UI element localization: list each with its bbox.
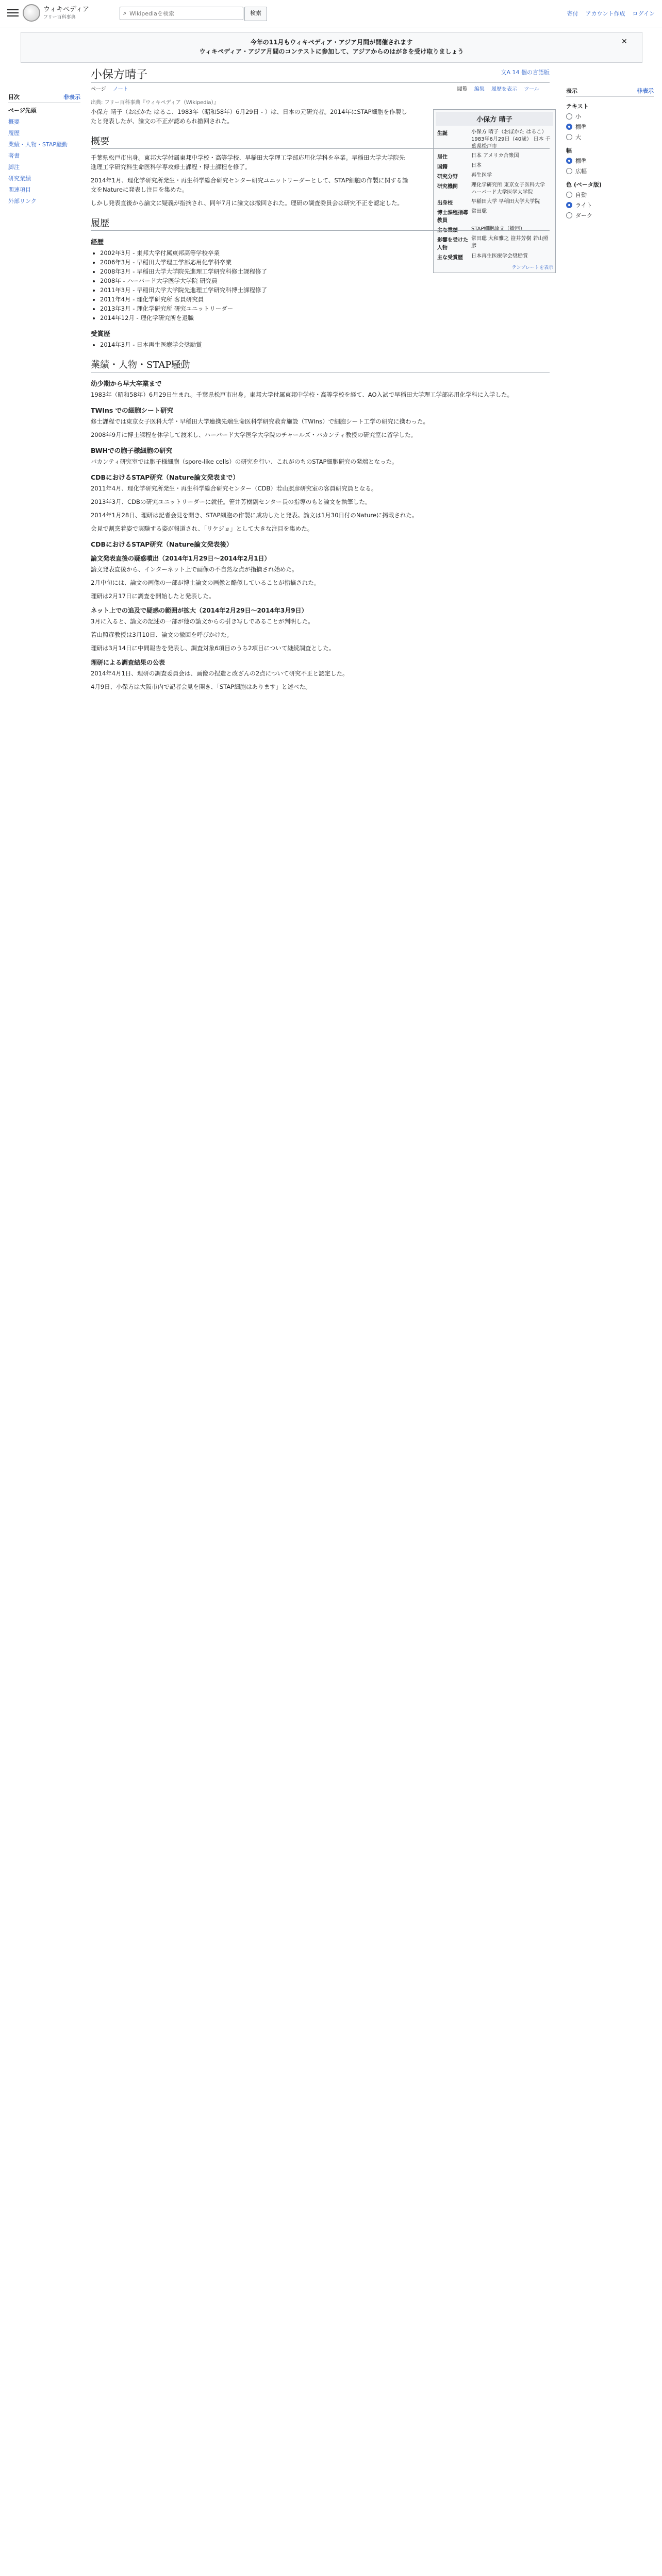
infobox-value: 日本 アメリカ合衆国 xyxy=(471,153,519,159)
paragraph: 4月9日、小保方は大阪市内で記者会見を開き、「STAP細胞はあります」と述べた。 xyxy=(91,683,311,690)
infobox-key: 居住 xyxy=(437,155,448,160)
list-item: • 2011年3月 - 早稲田大学大学院先進理工学研究科博士課程修了 xyxy=(100,285,550,295)
infobox-value: 理化学研究所 東京女子医科大学 ハーバード大学医学大学院 xyxy=(471,182,545,195)
paragraph: 理研は2月17日に調査を開始したと発表した。 xyxy=(91,592,215,600)
tab-talk[interactable]: ノート xyxy=(113,87,128,92)
list-item: • 2013年3月 - 理化学研究所 研究ユニットリーダー xyxy=(100,304,550,313)
tab-tools[interactable]: ツール xyxy=(524,87,539,92)
list-item: • 2008年 - ハーバード大学医学大学院 研究員 xyxy=(100,276,550,285)
infobox-key: 博士課程指導教員 xyxy=(437,210,468,224)
appearance-option[interactable] xyxy=(566,123,654,131)
infobox-key: 出身校 xyxy=(437,200,453,206)
paragraph: 理研は3月14日に中間報告を発表し、調査対象6項目のうち2項目について継続調査とした。 xyxy=(91,645,335,652)
infobox-key: 主な業績 xyxy=(437,228,458,233)
appearance-option-label: ダーク xyxy=(575,212,592,219)
tab-edit[interactable]: 編集 xyxy=(474,87,485,92)
list-item: • 2011年4月 - 理化学研究所 客員研究員 xyxy=(100,295,550,304)
toc-item[interactable]: 外部リンク xyxy=(8,198,37,205)
wikipedia-globe-icon xyxy=(23,4,40,22)
radio-button[interactable] xyxy=(566,134,572,140)
section-heading: 履歴 xyxy=(91,216,550,231)
search-button[interactable]: 検索 xyxy=(244,7,267,21)
list xyxy=(100,340,550,349)
paragraph: 2013年3月、CDBの研究ユニットリーダーに就任。笹井芳樹副センター長の指導のもと論文を執筆した。 xyxy=(91,498,371,505)
appearance-panel xyxy=(566,87,654,222)
infobox-value: 早稲田大学 早稲田大学大学院 xyxy=(471,199,540,205)
appearance-option-label: 自動 xyxy=(575,192,587,198)
section-heading: 論文発表直後の疑惑噴出（2014年1月29日〜2014年2月1日） xyxy=(91,555,271,562)
paragraph: 若山照彦教授は3月10日、論文の撤回を呼びかけた。 xyxy=(91,631,233,638)
toc-item[interactable]: 概要 xyxy=(8,118,20,125)
radio-button[interactable] xyxy=(566,168,572,174)
infobox-value: STAP細胞論文（撤回） xyxy=(471,226,525,232)
appearance-group-title: テキスト xyxy=(566,103,589,110)
list-item: • 2014年12月 - 理化学研究所を退職 xyxy=(100,313,550,323)
appearance-option[interactable] xyxy=(566,201,654,209)
radio-button[interactable] xyxy=(566,202,572,208)
list xyxy=(100,248,550,323)
appearance-option-label: 標準 xyxy=(575,124,587,130)
language-button[interactable]: 文A 14 個の言語版 xyxy=(501,69,550,76)
section-heading: ネット上での追及で疑惑の範囲が拡大（2014年2月29日〜2014年3月9日） xyxy=(91,607,308,614)
infobox-value: 日本 xyxy=(471,163,482,168)
infobox-value: 日本再生医療学会奨励賞 xyxy=(471,253,528,259)
appearance-option[interactable] xyxy=(566,191,654,199)
section-heading: 業績・人物・STAP騒動 xyxy=(91,358,550,372)
infobox-value: 小保方 晴子（おぼかた はるこ） 1983年6月29日（40歳） 日本 千葉県松戸市 xyxy=(471,129,551,149)
tab-history[interactable]: 履歴を表示 xyxy=(491,87,517,92)
tab-page[interactable]: ページ xyxy=(91,87,106,92)
toc-item[interactable]: 履歴 xyxy=(8,130,20,137)
site-logo[interactable] xyxy=(23,4,89,22)
section-heading: 受賞歴 xyxy=(91,330,110,337)
from-line: 出典: フリー百科事典『ウィキペディア（Wikipedia）』 xyxy=(91,100,219,106)
radio-button[interactable] xyxy=(566,113,572,120)
infobox-key: 影響を受けた人物 xyxy=(437,238,468,251)
template-link[interactable]: テンプレートを表示 xyxy=(511,265,553,270)
paragraph: 2月中旬には、論文の画像の一部が博士論文の画像と酷似していることが指摘された。 xyxy=(91,579,320,586)
infobox-key: 生誕 xyxy=(437,131,448,137)
banner-title: 今年の11月もウィキペディア・アジア月間が開催されます xyxy=(250,39,413,46)
appearance-option-label: 大 xyxy=(575,134,581,141)
toc-title: 目次 xyxy=(8,94,20,100)
toc-item[interactable]: 関連項目 xyxy=(8,187,31,193)
infobox-value: 再生医学 xyxy=(471,173,492,178)
toc-item[interactable]: 業績・人物・STAP騒動 xyxy=(8,141,68,148)
paragraph: 修士課程では東京女子医科大学・早稲田大学連携先端生命医科学研究教育施設（TWIns）で細胞シート工学の研究に携わった。 xyxy=(91,418,429,425)
search-input[interactable] xyxy=(128,10,234,18)
appearance-option[interactable] xyxy=(566,167,654,175)
create-account-link[interactable]: アカウント作成 xyxy=(585,10,625,17)
section-heading: BWHでの胞子様細胞の研究 xyxy=(91,447,173,454)
toc-item[interactable]: 著書 xyxy=(8,152,20,159)
donate-link[interactable]: 寄付 xyxy=(567,10,578,17)
article-body xyxy=(91,107,550,696)
appearance-hide-button[interactable]: 非表示 xyxy=(637,88,654,94)
section-heading: TWIns での細胞シート研究 xyxy=(91,406,174,414)
search-icon: ⌕ xyxy=(123,10,127,16)
appearance-option-label: 広幅 xyxy=(575,168,587,175)
paragraph: 1983年（昭和58年）6月29日生まれ。千葉県松戸市出身。東邦大学付属東邦中学校・高等学校を経て、AO入試で早稲田大学理工学部応用化学科に入学した。 xyxy=(91,391,514,398)
appearance-option[interactable] xyxy=(566,133,654,141)
radio-button[interactable] xyxy=(566,192,572,198)
infobox-key: 主な受賞歴 xyxy=(437,255,463,261)
radio-button[interactable] xyxy=(566,212,572,218)
banner-subtitle: ウィキペディア・アジア月間のコンテストに参加して、アジアからのはがきを受け取りましょう xyxy=(199,48,464,55)
list-item: • 2006年3月 - 早稲田大学理工学部応用化学科卒業 xyxy=(100,258,550,267)
page-title: 小保方晴子 xyxy=(91,69,148,81)
lead-paragraph: 小保方 晴子（おぼかた はるこ、1983年（昭和58年）6月29日 - ）は、日本の元研究者。2014年にSTAP細胞を作製したと発表したが、論文の不正が認められ撤回された。 xyxy=(91,108,407,125)
infobox-name: 小保方 晴子 xyxy=(436,112,553,126)
infobox-key: 研究分野 xyxy=(437,174,458,180)
paragraph: 2014年4月1日、理研の調査委員会は、画像の捏造と改ざんの2点について研究不正と認定した。 xyxy=(91,670,349,677)
radio-button[interactable] xyxy=(566,158,572,164)
paragraph: 2008年9月に博士課程を休学して渡米し、ハーバード大学医学大学院のチャールズ・バカンティ教授の研究室に留学した。 xyxy=(91,431,417,438)
toc-item[interactable]: 研究業績 xyxy=(8,175,31,182)
tab-read[interactable]: 閲覧 xyxy=(457,87,468,92)
site-subtitle: フリー百科事典 xyxy=(43,14,76,20)
toc-item[interactable]: ページ先頭 xyxy=(8,107,37,114)
paragraph: 2011年4月、理化学研究所発生・再生科学総合研究センター（CDB）若山照彦研究室の客員研究員となる。 xyxy=(91,485,377,492)
paragraph: 論文発表直後から、インターネット上で画像の不自然な点が指摘され始めた。 xyxy=(91,566,298,573)
appearance-title: 表示 xyxy=(566,88,577,94)
appearance-group-title: 幅 xyxy=(566,147,572,154)
translate-icon: 文A xyxy=(501,69,512,76)
list-item: • 2014年3月 - 日本再生医療学会奨励賞 xyxy=(100,340,550,349)
appearance-option[interactable] xyxy=(566,157,654,165)
campaign-banner xyxy=(21,32,642,63)
section-heading: 経歴 xyxy=(91,238,104,246)
section-heading: CDBにおけるSTAP研究（Nature論文発表後） xyxy=(91,540,233,548)
infobox-key: 国籍 xyxy=(437,164,448,170)
paragraph: 3月に入ると、論文の記述の一部が他の論文からの引き写しであることが判明した。 xyxy=(91,618,314,625)
infobox-value: 常田聡 xyxy=(471,209,487,214)
paragraph: 会見で割烹着姿で実験する姿が報道され、「リケジョ」として大きな注目を集めた。 xyxy=(91,525,313,532)
paragraph: 2014年1月28日、理研は記者会見を開き、STAP細胞の作製に成功したと発表。論文は1月30日付のNatureに掲載された。 xyxy=(91,512,418,519)
paragraph: バカンティ研究室では胞子様細胞（spore-like cells）の研究を行い、これがのちのSTAP細胞研究の発端となった。 xyxy=(91,458,398,465)
page-title-bar xyxy=(91,66,550,83)
login-link[interactable]: ログイン xyxy=(632,10,655,17)
radio-button[interactable] xyxy=(566,124,572,130)
appearance-option[interactable] xyxy=(566,112,654,121)
paragraph: 2014年1月、理化学研究所発生・再生科学総合研究センター研究ユニットリーダーとして、STAP細胞の作製に関する論文をNatureに発表し注目を集めた。 xyxy=(91,177,408,193)
paragraph: しかし発表直後から論文に疑義が指摘され、同年7月に論文は撤回された。理研の調査委員会は研究不正を認定した。 xyxy=(91,199,404,207)
infobox-value: 常田聡 大和雅之 笹井芳樹 若山照彦 xyxy=(471,236,549,249)
section-heading: 幼少期から早大卒業まで xyxy=(91,380,162,387)
appearance-option-label: ライト xyxy=(575,202,592,209)
appearance-group-title: 色 (ベータ版) xyxy=(566,181,602,188)
search-box[interactable] xyxy=(120,7,243,20)
appearance-option[interactable] xyxy=(566,211,654,219)
main-menu-icon[interactable] xyxy=(7,7,19,19)
paragraph: 千葉県松戸市出身。東邦大学付属東邦中学校・高等学校、早稲田大学理工学部応用化学科を卒業。早稲田大学大学院先進理工学研究科生命医科学専攻修士課程・博士課程を修了。 xyxy=(91,154,405,171)
site-name: ウィキペディア xyxy=(43,5,90,13)
user-links xyxy=(567,9,655,18)
page-tabs xyxy=(91,84,550,95)
list-item: • 2008年3月 - 早稲田大学大学院先進理工学研究科修士課程修了 xyxy=(100,267,550,276)
section-heading: 理研による調査結果の公表 xyxy=(91,659,166,666)
toc-item[interactable]: 脚注 xyxy=(8,164,20,171)
appearance-option-label: 小 xyxy=(575,113,581,120)
list-item: • 2002年3月 - 東邦大学付属東邦高等学校卒業 xyxy=(100,248,550,258)
toc-sidebar xyxy=(8,93,80,208)
section-heading: 概要 xyxy=(91,134,550,149)
appearance-option-label: 標準 xyxy=(575,158,587,164)
close-icon[interactable]: ✕ xyxy=(621,38,627,46)
toc-hide-button[interactable]: 非表示 xyxy=(63,94,80,100)
site-header xyxy=(0,0,662,27)
section-heading: CDBにおけるSTAP研究（Nature論文発表まで） xyxy=(91,473,239,481)
infobox-key: 研究機関 xyxy=(437,184,458,190)
